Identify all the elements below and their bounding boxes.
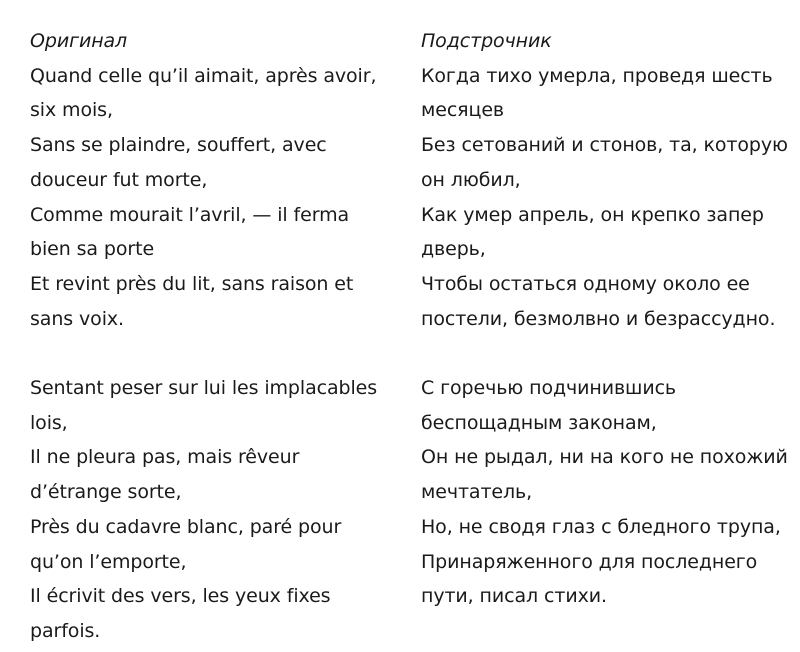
translation-line: дверь,: [421, 238, 486, 261]
translation-line: Когда тихо умерла, проведя шесть: [421, 64, 773, 87]
translation-line: он любил,: [421, 168, 521, 191]
translation-line: С горечью подчинившись: [421, 377, 677, 399]
translation-stanza-1: [421, 59, 791, 337]
original-line: douceur fut morte,: [30, 168, 208, 191]
original-line: six mois,: [30, 99, 113, 122]
original-stanza-2: [30, 371, 400, 649]
translation-heading: Подстрочник: [421, 30, 552, 52]
original-line: Il écrivit des vers, les yeux fixes: [30, 585, 331, 608]
translation-line: мечтатель,: [421, 481, 533, 504]
original-line: bien sa porte: [30, 238, 155, 261]
translation-stanza-2: [421, 371, 791, 614]
translation-line: беспощадным законам,: [421, 411, 657, 434]
original-line: lois,: [30, 411, 68, 434]
original-line: d’étrange sorte,: [30, 481, 182, 504]
original-line: Et revint près du lit, sans raison et: [30, 272, 354, 295]
translation-line: пути, писал стихи.: [421, 585, 607, 608]
translation-line: Он не рыдал, ни на кого не похожий: [421, 446, 788, 469]
original-line: sans voix.: [30, 307, 124, 330]
translation-line: Но, не сводя глаз с бледного трупа,: [421, 515, 781, 538]
translation-line: Без сетований и стонов, та, которую: [421, 134, 788, 157]
translation-line: постели, безмолвно и безрассудно.: [421, 307, 776, 330]
original-line: qu’on l’emporte,: [30, 550, 187, 573]
original-line: Il ne pleura pas, mais rêveur: [30, 446, 300, 469]
original-column: [30, 24, 400, 649]
original-line: Sentant peser sur lui les implacables: [30, 377, 378, 399]
translation-column: [421, 24, 791, 614]
translation-line: месяцев: [421, 99, 505, 122]
original-stanza-1: [30, 59, 400, 337]
original-line: Quand celle qu’il aimait, après avoir,: [30, 64, 377, 87]
translation-line: Как умер апрель, он крепко запер: [421, 203, 764, 226]
original-heading: Оригинал: [30, 30, 128, 52]
translation-line: Принаряженного для последнего: [421, 550, 758, 573]
original-line: Comme mourait l’avril, — il ferma: [30, 203, 350, 226]
original-line: parfois.: [30, 619, 101, 642]
original-line: Près du cadavre blanc, paré pour: [30, 515, 342, 538]
original-line: Sans se plaindre, souffert, avec: [30, 134, 327, 157]
translation-line: Чтобы остаться одному около ее: [421, 272, 750, 295]
